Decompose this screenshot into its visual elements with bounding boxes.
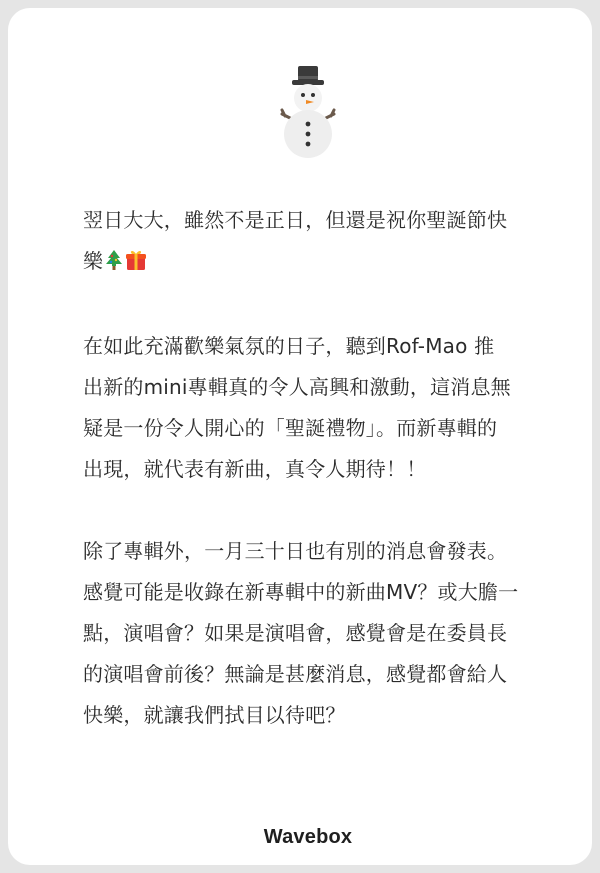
christmas-tree-icon [104,244,124,285]
snowman-icon [270,66,346,162]
gift-icon [125,244,147,285]
message-paragraph-announcement: 除了專輯外，一月三十日也有別的消息會發表。 感覺可能是收錄在新專輯中的新曲MV？或大膽一 點，演唱會？如果是演唱會，感覺會是在委員長 的演唱會前後？無論是甚麼消息，感覺都會給人 快樂，就讓我們拭目以待吧？ [83,539,519,727]
brand-wordmark: Wavebox [263,826,353,848]
greeting-text: 翌日大大，雖然不是正日，但還是祝你聖誕節快 樂 [83,208,508,273]
message-paragraph-greeting [83,200,553,285]
message-body [83,200,553,736]
message-paragraph-album: 在如此充滿歡樂氣氛的日子，聽到Rof-Mao 推 出新的mini專輯真的令人高興和激動，這消息無 疑是一份令人開心的「聖誕禮物」。而新專輯的 出現，就代表有新曲，真令人期待！！ [83,334,511,481]
message-card [8,8,592,865]
